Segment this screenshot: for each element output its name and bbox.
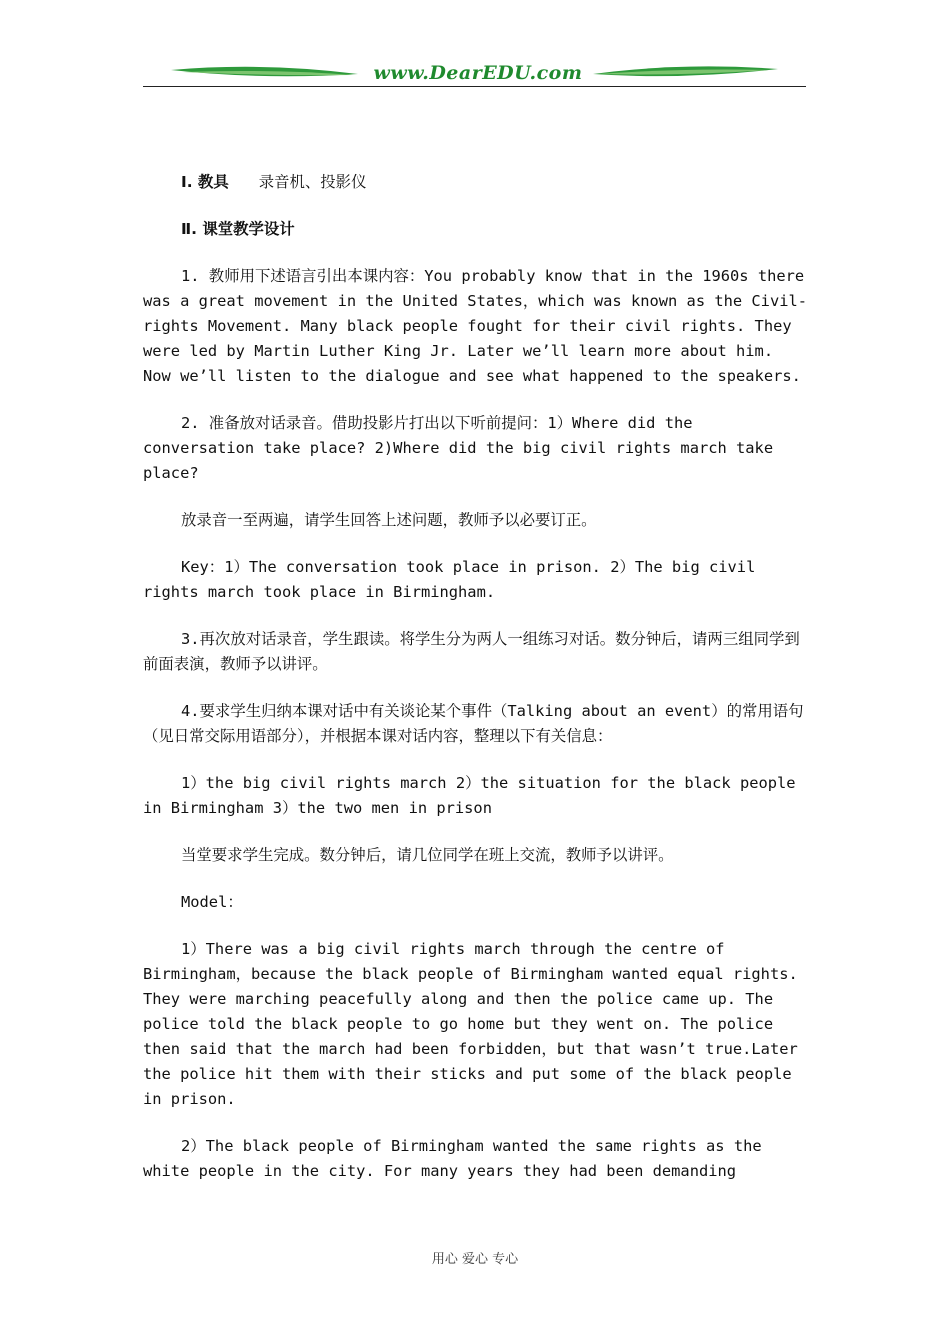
section-heading-teaching-aids [143,170,808,195]
page-footer: 用心 爱心 专心 [431,1252,519,1267]
paragraph-model-label: Model： [181,893,243,911]
paragraph-play-recording: 放录音一至两遍，请学生回答上述问题，教师予以必要订正。 [181,511,597,529]
document-body [143,170,808,1206]
paragraph-in-class: 当堂要求学生完成。数分钟后，请几位同学在班上交流，教师予以讲评。 [181,846,674,864]
paragraph-intro: 1. 教师用下述语言引出本课内容：You probably know that in the 1960s there was a great movement in the United States，which was known as the Civil-rights Movement. Many black people fought for their civil rights. They were led by Martin Luther King Jr. Later we’ll learn more about him. Now we’ll listen to the dialogue and see what happened to the speakers. [143,267,808,385]
paragraph-summarize: 4.要求学生归纳本课对话中有关谈论某个事件（Talking about an event）的常用语句（见日常交际用语部分），并根据本课对话内容，整理以下有关信息： [143,702,804,745]
paragraph-model-1: 1）There was a big civil rights march through the centre of Birmingham，because the black people of Birmingham wanted equal rights. They were marching peacefully along and then the police came up. The police told the black people to go home but they went on. The police then said that the march had been forbidden，but that wasn’t true.Later the police hit them with their sticks and put some of the black people in prison. [143,940,798,1108]
paragraph-model-2: 2）The black people of Birmingham wanted the same rights as the white people in the city. For many years they had been demanding [143,1137,762,1180]
header-rule [143,86,806,87]
section-heading-label: Ⅰ. 教具 [181,173,229,191]
paragraph-listening-questions: 2. 准备放对话录音。借助投影片打出以下听前提问：1）Where did the conversation take place? 2)Where did the big civil rights march take place? [143,414,774,482]
paragraph-topics: 1）the big civil rights march 2）the situation for the black people in Birmingham 3）the two men in prison [143,774,796,817]
site-logo-text[interactable]: www.DearEDU.com [373,62,583,84]
paragraph-key: Key：1）The conversation took place in prison. 2）The big civil rights march took place in Birmingham. [143,558,756,601]
page-header [143,60,806,90]
teaching-aids-list: 录音机、投影仪 [258,173,367,191]
paragraph-pair-practice: 3.再次放对话录音，学生跟读。将学生分为两人一组练习对话。数分钟后，请两三组同学到前面表演，教师予以讲评。 [143,630,800,673]
section-heading-lesson-design: Ⅱ. 课堂教学设计 [181,220,295,238]
